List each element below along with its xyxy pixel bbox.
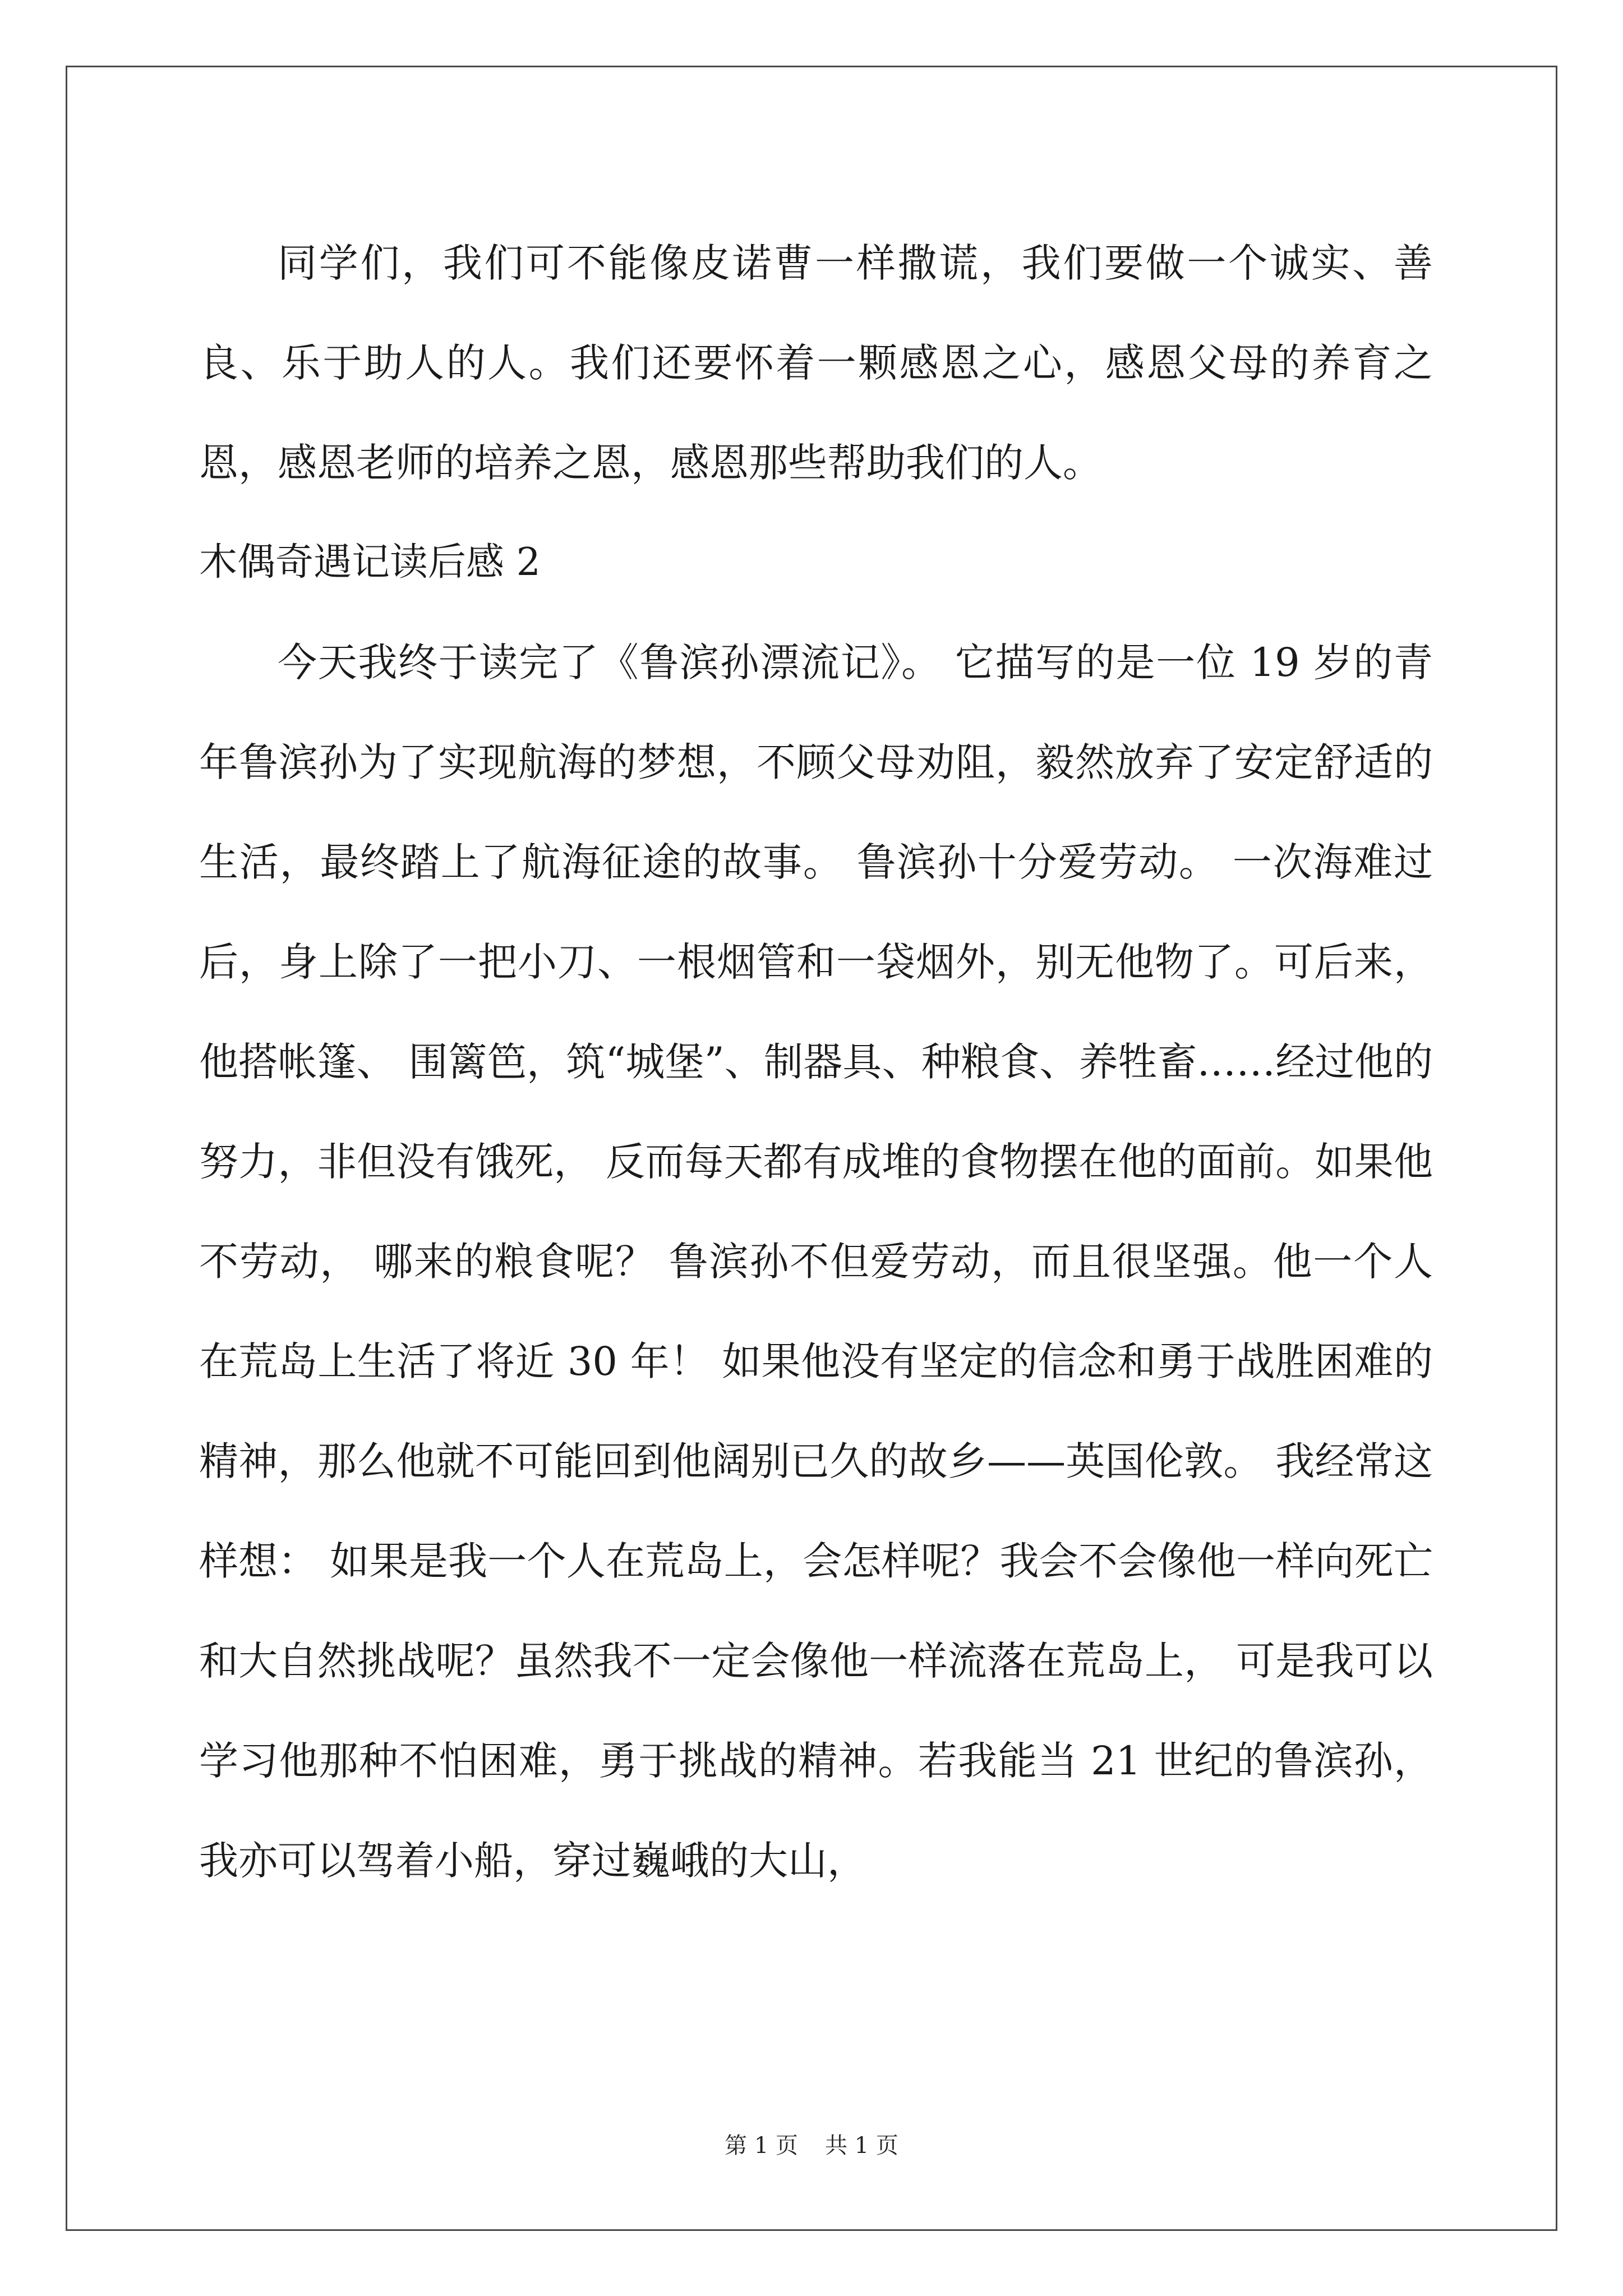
page-footer [0, 2129, 1623, 2162]
section-heading: 木偶奇遇记读后感 2 [199, 540, 541, 585]
page-total: 共 1 页 [825, 2133, 898, 2159]
page-number: 第 1 页 [725, 2133, 798, 2159]
document-body [199, 213, 1433, 1911]
paragraph-gratitude: 同学们，我们可不能像皮诺曹一样撒谎，我们要做一个诚实、善良、乐于助人的人。我们还要怀着一颗感恩之心，感恩父母的养育之恩，感恩老师的培养之恩，感恩那些帮助我们的人。 [199, 240, 1433, 486]
paragraph-robinson: 今天我终于读完了《鲁滨孙漂流记》。 它描写的是一位 19 岁的青年鲁滨孙为了实现航海的梦想，不顾父母劝阻，毅然放弃了安定舒适的生活，最终踏上了航海征途的故事。 鲁滨孙十分爱劳动。 一次海难过后，身上除了一把小刀、一根烟管和一袋烟外，别无他物了。可后来， 他搭帐篷、 围篱笆，筑“城堡”、制器具、种粮食、养牲畜……经过他的努力，非但没有饿死， 反而每天都有成堆的食物摆在他的面前。如果他不劳动， 哪来的粮食呢？ 鲁滨孙不但爱劳动，而且很坚强。他一个人在荒岛上生活了将近 30 年！ 如果他没有坚定的信念和勇于战胜困难的精神，那么他就不可能回到他阔别已久的故乡——英国伦敦。 我经常这样想： 如果是我一个人在荒岛上，会怎样呢？我会不会像他一样向死亡和大自然挑战呢？虽然我不一定会像他一样流落在荒岛上， 可是我可以学习他那种不怕困难，勇于挑战的精神。若我能当 21 世纪的鲁滨孙，我亦可以驾着小船，穿过巍峨的大山， [199, 639, 1433, 1884]
